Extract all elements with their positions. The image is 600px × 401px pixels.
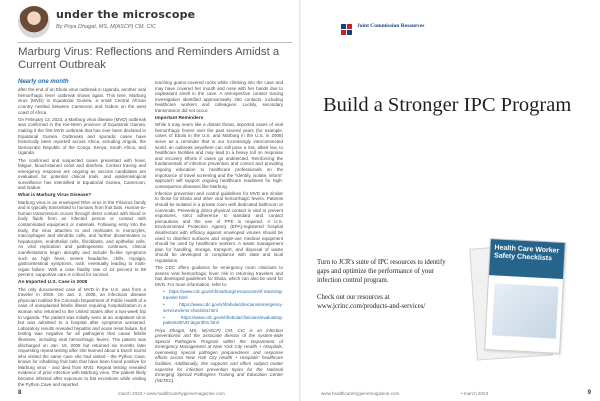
footer-text: march 2023 • www.healthcarehygienemagazine.com	[118, 391, 225, 396]
lead-in: Nearly one month	[18, 79, 69, 85]
paragraph: The confirmed and suspected cases presented with fever, fatigue, blood-stained vomit and diarrhea. Contact tracing and emergency response are ongoing as vaccine candidates are evaluated for potential clinical trials, and epidemiological surveillance has intensified in Equatorial Guinea, Cameroon, and Gabon.	[18, 157, 146, 191]
ad-body	[317, 258, 457, 319]
paragraph: The only documented case of MVD in the U.S. was from a traveler in 2008. On Jan. 2, 2008, an infectious disease physician notified the Colorado Department of Public Health of a case of unexplained febrile illness requiring hospitalization in a woman who returned to the United States after a two-week trip to Uganda. The patient was initially seen at an outpatient clinic but was admitted to a hospital after symptoms worsened. Laboratory results revealed hepatitis and acute renal failure, but testing was negative for all pathogens that cause febrile illnesses, including viral hemorrhagic fevers. The patient was discharged on Jan. 19, 2008 but returned six months later requesting repeat testing after she learned about a Dutch tourist who visited the same cave she had visited - the Python Cave, known for inhabiting fruit bats that have been found positive for Marburg virus - and died from MVD. Repeat testing revealed evidence of prior infection with Marburg virus. The patient likely became infected after exposure to bat excretions while visiting the Python Cave and reported	[18, 286, 146, 387]
article-title: Marburg Virus: Reflections and Reminders Amidst a Current Outbreak	[18, 46, 280, 71]
section-heading: What is Marburg Virus Disease?	[18, 193, 92, 199]
jcr-logo-icon	[341, 24, 353, 36]
joint-commission-logo	[341, 22, 431, 46]
product-title: Health Care Worker Safety Checklists	[493, 244, 560, 263]
ad-cta-text[interactable]: Check out our resources at www.jcrinc.com/products-and-services/	[317, 294, 426, 310]
page-number: 9	[587, 390, 591, 396]
product-image	[469, 240, 569, 368]
footer-date: • march 2023	[461, 391, 489, 396]
paragraph: Infection prevention and control guidelines for MVD are similar to those for Ebola and other viral hemorrhagic fevers. Patients should be isolated in a private room with dedicated bathroom or commode. Preventing direct physical contact is vital to prevent exposures, strict adherence to standard and contact precautions and the use of PPE is required. A U.S. Environmental Protection Agency (EPA)-registered hospital disinfectant with efficacy against enveloped viruses should be used to disinfect surfaces and single-use medical equipment should be used by healthcare workers. A waste management plan for handling, storage, transport, and disposal of waste should be developed in compliance with state and local regulations.	[155, 190, 283, 263]
product-cover	[484, 238, 566, 354]
article-column-1	[18, 80, 146, 389]
paragraph: touching guano-covered rocks while climbing into the cave and may have covered her mouth and nose with her hands due to unpleasant smell in the cave. A retrospective contact tracing investigation identified approximately 260 contacts, including healthcare workers and colleagues. Luckily, secondary transmission did not occur.	[155, 80, 283, 113]
paragraph: after the end of an Ebola virus outbreak in Uganda, another viral hemorrhagic fever outbreak shows again. This time, Marburg virus (MVD) in Equatorial Guinea, a small Central African country nestled between Cameroon and Gabon on the west coast of Africa.	[18, 87, 146, 115]
page-number: 8	[18, 390, 22, 396]
paragraph: The CDC offers guidance for emergency room clinicians to assess viral hemorrhagic fever risk in returning travelers and has developed guidelines for Ebola, which can also be used for MVD. For more information, refer to:	[155, 265, 283, 287]
author-bio: Priya Dhagat, MS, M(ASCP) CM, CIC is an infection preventionist and the associate director of the system-wide Special Pathogens Program within the Department of Emergency Management at New York City Health + Hospitals, overseeing special pathogen preparedness and response efforts across New York City Health + Hospitals' healthcare facilities. Additionally, she supports and offers subject matter expertise for infection prevention topics for the National Emerging Special Pathogens Training and Education Center (NETEC).	[155, 327, 283, 383]
cover-band	[489, 239, 565, 279]
cover-art	[492, 283, 559, 338]
footer-url: www.healthcarehygienemagazine.com	[321, 391, 400, 396]
reference-link[interactable]: • https://www.cdc.gov/vhf/ebola/clinicians/emergency-services/ems-checklist.html	[163, 301, 283, 313]
header-divider	[18, 42, 292, 43]
paragraph: While it may seem like a distant threat, imported cases of viral hemorrhagic fevers over the past several years (for example, cases of Ebola in the U.S. and Marburg in the U.S. in 2008) serve as a reminder that in our increasingly interconnected world, an outbreak anywhere can still pose a risk, albeit low, to healthcare facilities and may lead to a heavy toll on response and recovery efforts if cases go undetected. Reinforcing the fundamentals of infection prevention and control and providing ongoing education to healthcare professionals on the importance of travel screening and the "identify, isolate, inform" approach will support ongoing healthcare readiness for high-consequence diseases like Marburg.	[155, 122, 283, 189]
article-column-2	[155, 80, 283, 385]
paragraph: Marburg virus is an enveloped RNA virus in the Filovirus family and is typically transmitted to humans from fruit bats. Human-to-human transmission occurs through direct contact with blood or body fluids from an infected person or contact with contaminated equipment or materials. Following entry into the body, the virus attaches to and replicates in monocytes, macrophages and dendritic cells, and further disseminates to hepatocytes, endothelial cells, fibroblasts, and epithelial cells. As viral replication and pathogenesis continues, clinical manifestations begin abruptly and include flu-like symptoms such as high fever, severe headache, chills, myalgia, gastrointestinal symptoms, rash, eventually leading to multi-organ failure. With a case fatality rate of 24 percent to 88 percent, supportive care is critical for survival.	[18, 199, 146, 278]
byline: By Priya Dhagat, MS, M(ASCP) CM, CIC	[56, 24, 156, 30]
right-page-ad	[301, 0, 600, 401]
column-header	[18, 6, 298, 40]
reference-link[interactable]: • https://www.cdc.gov/vhf/marburg/resources/vhf-returning-traveler.html	[163, 289, 283, 300]
section-heading: An Imported U.S. Case in 2008	[18, 279, 88, 285]
paragraph: On February 13, 2023, a Marburg virus disease (MVD) outbreak was confirmed in the Kie-Ntem province of Equatorial Guinea, making it the first MVD outbreak that has ever been declared in Equatorial Guinea. Outbreaks and sporadic cases have historically been reported across Africa, including Angola, the Democratic Republic of the Congo, Kenya, South Africa, and Uganda.	[18, 116, 146, 156]
reference-link[interactable]: • https://www.cdc.gov/vhf/ebola/clinicians/evaluating-patients/EVD-algorithm.html	[163, 314, 283, 326]
left-footer	[18, 390, 292, 396]
ad-headline: Build a Stronger IPC Program	[323, 94, 572, 116]
logo-name: Joint Commission Resources	[357, 23, 425, 29]
author-photo	[18, 6, 50, 38]
column-title: under the microscope	[56, 8, 196, 21]
section-heading: Important Reminders	[155, 115, 204, 121]
ad-body-text: Turn to JCR's suite of IPC resources to identify gaps and optimize the performance of your infection control program.	[317, 259, 446, 284]
